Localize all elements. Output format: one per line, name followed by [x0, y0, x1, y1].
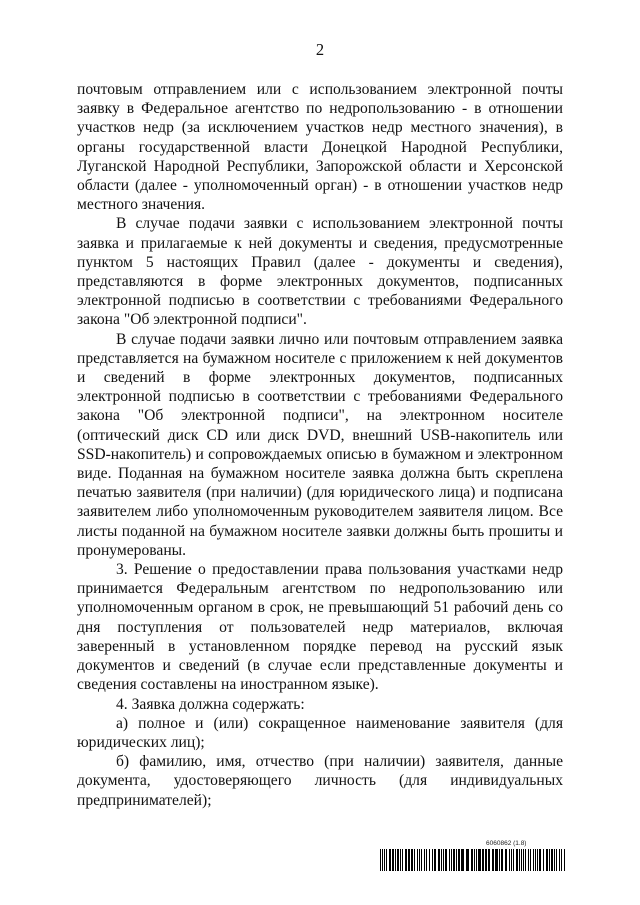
barcode-bar	[408, 849, 410, 871]
barcode-bar	[461, 849, 464, 871]
barcode-bar	[476, 849, 477, 871]
barcode-bar	[456, 849, 457, 871]
barcode-bar	[426, 849, 427, 871]
barcode-bar	[397, 849, 399, 871]
barcode-bar	[449, 849, 450, 871]
barcode-bar	[382, 849, 383, 871]
barcode-bar	[551, 849, 553, 871]
barcode-bar	[492, 849, 494, 871]
barcode-bar	[554, 849, 555, 871]
barcode-bar	[556, 849, 557, 871]
barcode-bar	[505, 849, 507, 871]
barcode-bar	[499, 849, 500, 871]
barcode-bar	[434, 849, 436, 871]
barcode-bar	[411, 849, 413, 871]
barcode-bar	[432, 849, 433, 871]
barcode-bar	[466, 849, 469, 871]
barcode-bar	[424, 849, 425, 871]
barcode-bar	[389, 849, 391, 871]
barcode-bar	[441, 849, 442, 871]
barcode-icon	[380, 849, 566, 871]
barcode-bar	[443, 849, 444, 871]
barcode-bar	[384, 849, 385, 871]
paragraph: 4. Заявка должна содержать:	[116, 695, 305, 713]
barcode-bar	[451, 849, 452, 871]
barcode-bar	[495, 849, 498, 871]
barcode-bar	[402, 849, 403, 871]
barcode-bar	[523, 849, 524, 871]
barcode-bar	[400, 849, 401, 871]
barcode-bar	[438, 849, 440, 871]
barcode-bar	[513, 849, 514, 871]
barcode-bar	[549, 849, 550, 871]
barcode-bar	[405, 849, 407, 871]
barcode-bar	[546, 849, 548, 871]
barcode-bar	[509, 849, 510, 871]
barcode-bar	[386, 849, 387, 871]
barcode-bar	[528, 849, 529, 871]
barcode-bar	[525, 849, 526, 871]
barcode-bar	[535, 849, 536, 871]
barcode-bar	[559, 849, 560, 871]
barcode-bar	[539, 849, 541, 871]
barcode-bar	[519, 849, 520, 871]
document-body	[77, 80, 563, 810]
paragraph: 3. Решение о предоставлении права пользования участками недр принимается Федеральным агентством по недропользованию или уполномоченным органом в срок, не превышающий 51 рабочий день со дня поступления от пользователей недр материалов, включая заверенный в установленном порядке перевод на русский язык документов и сведений (в случае если представленные документы и сведения составлены на иностранном языке).	[77, 561, 563, 694]
barcode-bar	[511, 849, 512, 871]
barcode-bar	[543, 849, 544, 871]
barcode-bar	[453, 849, 455, 871]
barcode-bar	[561, 849, 562, 871]
barcode-bar	[533, 849, 534, 871]
barcode-bar	[516, 849, 518, 871]
barcode-bar	[458, 849, 460, 871]
paragraph: почтовым отправлением или с использованием электронной почты заявку в Федеральное агентство по недропользованию - в отношении участков недр (за исключением участков недр местного значения), в органы государственной власти Донецкой Народной Республики, Луганской Народной Республики, Запорожской области и Херсонской области (далее - уполномоченный орган) - в отношении участков недр местного значения.	[77, 81, 563, 214]
barcode-bar	[501, 849, 503, 871]
barcode-bar	[471, 849, 473, 871]
barcode-bar	[419, 849, 420, 871]
barcode-bar	[414, 849, 415, 871]
barcode-bar	[537, 849, 538, 871]
page-number: 2	[315, 40, 325, 59]
barcode-bar	[445, 849, 447, 871]
paragraph: В случае подачи заявки с использованием электронной почты заявка и прилагаемые к ней документы и сведения, предусмотренные пунктом 5 настоящих Правил (далее - документы и сведения), представляются в форме электронных документов, подписанных электронной подписью в соответствии с требованиями Федерального закона "Об электронной подписи".	[77, 215, 563, 329]
barcode-bar	[564, 849, 565, 871]
paragraph: б) фамилию, имя, отчество (при наличии) заявителя, данные документа, удостоверяющего личность (для индивидуальных предпринимателей);	[77, 753, 563, 809]
barcode-bar	[395, 849, 396, 871]
barcode-bar	[429, 849, 430, 871]
barcode-bar	[392, 849, 394, 871]
barcode-bar	[530, 849, 531, 871]
barcode-bar	[478, 849, 481, 871]
barcode-bar	[417, 849, 418, 871]
barcode-bar	[488, 849, 490, 871]
barcode-bar	[482, 849, 484, 871]
barcode-bar	[521, 849, 522, 871]
barcode-bar	[485, 849, 487, 871]
barcode-bar	[474, 849, 475, 871]
barcode-bar	[421, 849, 422, 871]
barcode-caption: 6060862 (1.8)	[486, 840, 527, 847]
paragraph: а) полное и (или) сокращенное наименование заявителя (для юридических лиц);	[77, 714, 563, 751]
paragraph: В случае подачи заявки лично или почтовым отправлением заявка представляется на бумажном носителе с приложением к ней документов и сведений в форме электронных документов, подписанных электронной подписью в соответствии с требованиями Федерального закона "Об электронной подписи", на электронном носителе (оптический диск CD или диск DVD, внешний USB-накопитель или SSD-накопитель) и сопровождаемых описью в бумажном и электронном виде. Поданная на бумажном носителе заявка должна быть скреплена печатью заявителя (при наличии) (для юридического лица) и подписана заявителем либо уполномоченным руководителем заявителя лицом. Все листы поданной на бумажном носителе заявки должны быть прошиты и пронумерованы.	[77, 330, 563, 559]
barcode-bar	[380, 849, 381, 871]
